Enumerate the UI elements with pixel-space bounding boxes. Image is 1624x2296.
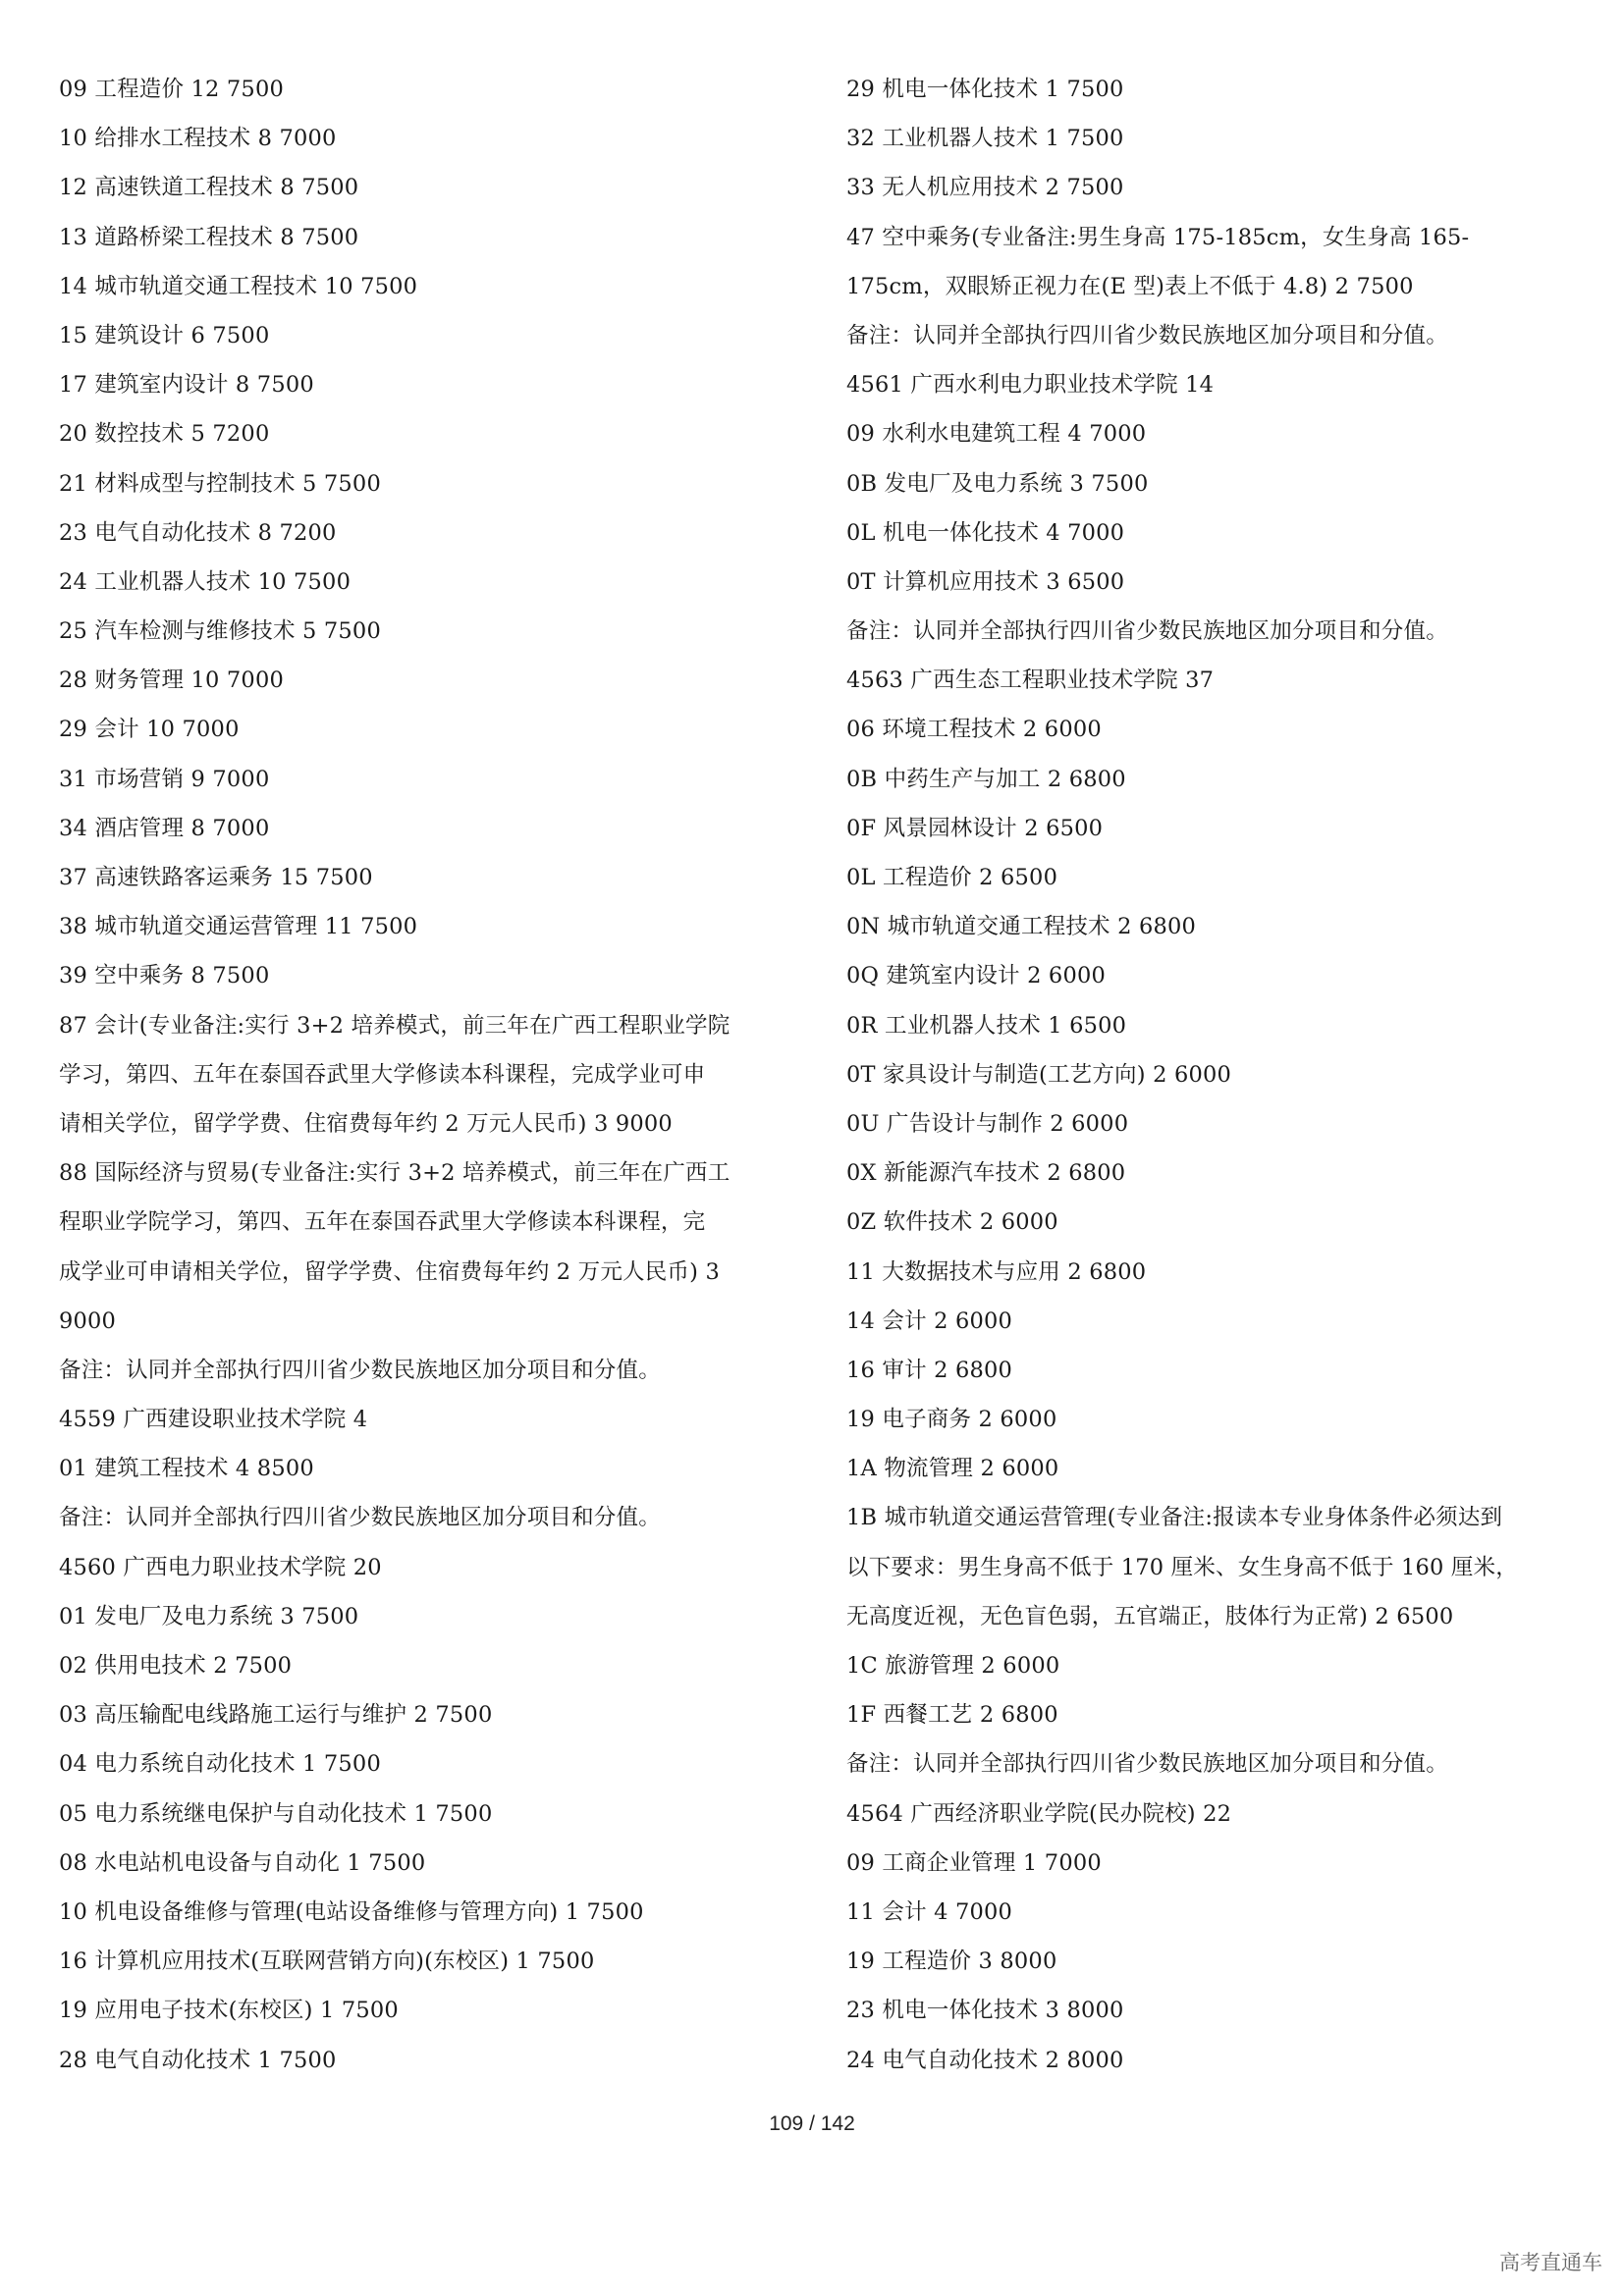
text-line: 备注：认同并全部执行四川省少数民族地区加分项目和分值。 xyxy=(59,1357,661,1383)
text-line: 31 市场营销 9 7000 xyxy=(59,766,270,792)
text-line: 09 水利水电建筑工程 4 7000 xyxy=(846,421,1147,448)
text-line: 34 酒店管理 8 7000 xyxy=(59,815,270,841)
text-line: 1A 物流管理 2 6000 xyxy=(846,1456,1059,1482)
text-line: 0N 城市轨道交通工程技术 2 6800 xyxy=(846,914,1197,940)
text-line: 10 机电设备维修与管理(电站设备维修与管理方向) 1 7500 xyxy=(59,1898,644,1925)
text-line: 24 工业机器人技术 10 7500 xyxy=(59,568,352,595)
text-line: 16 计算机应用技术(互联网营销方向)(东校区) 1 7500 xyxy=(59,1949,595,1975)
text-line: 1F 西餐工艺 2 6800 xyxy=(846,1702,1058,1729)
text-line: 02 供用电技术 2 7500 xyxy=(59,1653,293,1679)
text-line: 39 空中乘务 8 7500 xyxy=(59,963,270,989)
text-line: 0R 工业机器人技术 1 6500 xyxy=(846,1012,1127,1039)
text-line: 备注：认同并全部执行四川省少数民族地区加分项目和分值。 xyxy=(846,618,1448,645)
text-line: 13 道路桥梁工程技术 8 7500 xyxy=(59,224,359,250)
text-line: 0T 家具设计与制造(工艺方向) 2 6000 xyxy=(846,1061,1232,1088)
watermark: 高考直通车 xyxy=(1499,2251,1602,2274)
text-line: 10 给排水工程技术 8 7000 xyxy=(59,126,337,152)
right-column xyxy=(846,65,1583,2085)
text-line: 4560 广西电力职业技术学院 20 xyxy=(59,1554,382,1580)
text-line: 33 无人机应用技术 2 7500 xyxy=(846,175,1124,201)
text-line: 06 环境工程技术 2 6000 xyxy=(846,717,1102,743)
text-line: 14 城市轨道交通工程技术 10 7500 xyxy=(59,273,418,299)
page-number: 109 / 142 xyxy=(769,2112,855,2135)
text-line: 1C 旅游管理 2 6000 xyxy=(846,1653,1060,1679)
text-line: 09 工程造价 12 7500 xyxy=(59,77,284,102)
text-line: 0X 新能源汽车技术 2 6800 xyxy=(846,1160,1126,1187)
text-line: 17 建筑室内设计 8 7500 xyxy=(59,372,314,399)
text-line: 0Q 建筑室内设计 2 6000 xyxy=(846,963,1106,989)
text-line: 20 数控技术 5 7200 xyxy=(59,421,270,448)
text-line: 24 电气自动化技术 2 8000 xyxy=(846,2047,1124,2073)
text-line: 0U 广告设计与制作 2 6000 xyxy=(846,1110,1129,1137)
text-line: 11 会计 4 7000 xyxy=(846,1898,1013,1925)
text-line: 9000 xyxy=(59,1308,117,1334)
text-line: 19 工程造价 3 8000 xyxy=(846,1949,1057,1975)
text-line: 14 会计 2 6000 xyxy=(846,1308,1013,1334)
text-line: 备注：认同并全部执行四川省少数民族地区加分项目和分值。 xyxy=(846,322,1448,348)
text-line: 87 会计(专业备注:实行 3+2 培养模式，前三年在广西工程职业学院 xyxy=(59,1012,731,1039)
text-line: 32 工业机器人技术 1 7500 xyxy=(846,126,1124,152)
text-line: 0L 机电一体化技术 4 7000 xyxy=(846,519,1125,546)
text-line: 28 财务管理 10 7000 xyxy=(59,667,284,694)
text-line: 23 机电一体化技术 3 8000 xyxy=(846,1998,1124,2024)
text-line: 0F 风景园林设计 2 6500 xyxy=(846,815,1104,841)
text-line: 29 会计 10 7000 xyxy=(59,717,240,743)
text-line: 19 应用电子技术(东校区) 1 7500 xyxy=(59,1998,399,2024)
text-line: 21 材料成型与控制技术 5 7500 xyxy=(59,470,381,497)
text-line: 23 电气自动化技术 8 7200 xyxy=(59,519,337,546)
text-line: 37 高速铁路客运乘务 15 7500 xyxy=(59,865,373,890)
text-line: 47 空中乘务(专业备注:男生身高 175-185cm，女生身高 165- xyxy=(846,224,1470,250)
text-line: 0T 计算机应用技术 3 6500 xyxy=(846,568,1125,595)
text-line: 4559 广西建设职业技术学院 4 xyxy=(59,1407,368,1433)
text-line: 4561 广西水利电力职业技术学院 14 xyxy=(846,372,1215,399)
text-line: 请相关学位，留学学费、住宿费每年约 2 万元人民币) 3 9000 xyxy=(59,1110,673,1137)
text-line: 28 电气自动化技术 1 7500 xyxy=(59,2047,337,2073)
text-line: 0B 中药生产与加工 2 6800 xyxy=(846,766,1126,792)
text-line: 11 大数据技术与应用 2 6800 xyxy=(846,1258,1147,1285)
text-line: 08 水电站机电设备与自动化 1 7500 xyxy=(59,1849,426,1876)
text-line: 备注：认同并全部执行四川省少数民族地区加分项目和分值。 xyxy=(59,1505,661,1531)
text-line: 0Z 软件技术 2 6000 xyxy=(846,1209,1058,1236)
text-line: 程职业学院学习，第四、五年在泰国吞武里大学修读本科课程，完 xyxy=(59,1209,706,1236)
text-line: 15 建筑设计 6 7500 xyxy=(59,322,270,348)
text-line: 01 发电厂及电力系统 3 7500 xyxy=(59,1603,359,1629)
text-line: 05 电力系统继电保护与自动化技术 1 7500 xyxy=(59,1800,493,1827)
text-line: 0L 工程造价 2 6500 xyxy=(846,865,1058,890)
text-line: 25 汽车检测与维修技术 5 7500 xyxy=(59,618,381,645)
text-line: 16 审计 2 6800 xyxy=(846,1357,1013,1383)
text-line: 4564 广西经济职业学院(民办院校) 22 xyxy=(846,1800,1232,1827)
text-line: 0B 发电厂及电力系统 3 7500 xyxy=(846,470,1149,497)
text-line: 学习，第四、五年在泰国吞武里大学修读本科课程，完成学业可申 xyxy=(59,1061,706,1088)
text-line: 19 电子商务 2 6000 xyxy=(846,1407,1057,1433)
text-line: 12 高速铁道工程技术 8 7500 xyxy=(59,175,359,201)
text-line: 以下要求：男生身高不低于 170 厘米、女生身高不低于 160 厘米， xyxy=(846,1554,1519,1580)
text-line: 38 城市轨道交通运营管理 11 7500 xyxy=(59,914,418,940)
text-line: 4563 广西生态工程职业技术学院 37 xyxy=(846,667,1215,694)
text-line: 无高度近视，无色盲色弱，五官端正，肢体行为正常) 2 6500 xyxy=(846,1603,1454,1629)
text-line: 175cm，双眼矫正视力在(E 型)表上不低于 4.8) 2 7500 xyxy=(846,273,1414,299)
text-line: 09 工商企业管理 1 7000 xyxy=(846,1849,1102,1876)
text-line: 03 高压输配电线路施工运行与维护 2 7500 xyxy=(59,1702,493,1729)
text-line: 04 电力系统自动化技术 1 7500 xyxy=(59,1751,381,1778)
text-line: 成学业可申请相关学位，留学学费、住宿费每年约 2 万元人民币) 3 xyxy=(59,1258,720,1285)
text-line: 29 机电一体化技术 1 7500 xyxy=(846,77,1124,102)
text-line: 1B 城市轨道交通运营管理(专业备注:报读本专业身体条件必须达到 xyxy=(846,1505,1503,1531)
left-column xyxy=(59,65,795,2085)
text-line: 备注：认同并全部执行四川省少数民族地区加分项目和分值。 xyxy=(846,1751,1448,1778)
text-line: 88 国际经济与贸易(专业备注:实行 3+2 培养模式，前三年在广西工 xyxy=(59,1160,731,1187)
text-line: 01 建筑工程技术 4 8500 xyxy=(59,1456,314,1482)
